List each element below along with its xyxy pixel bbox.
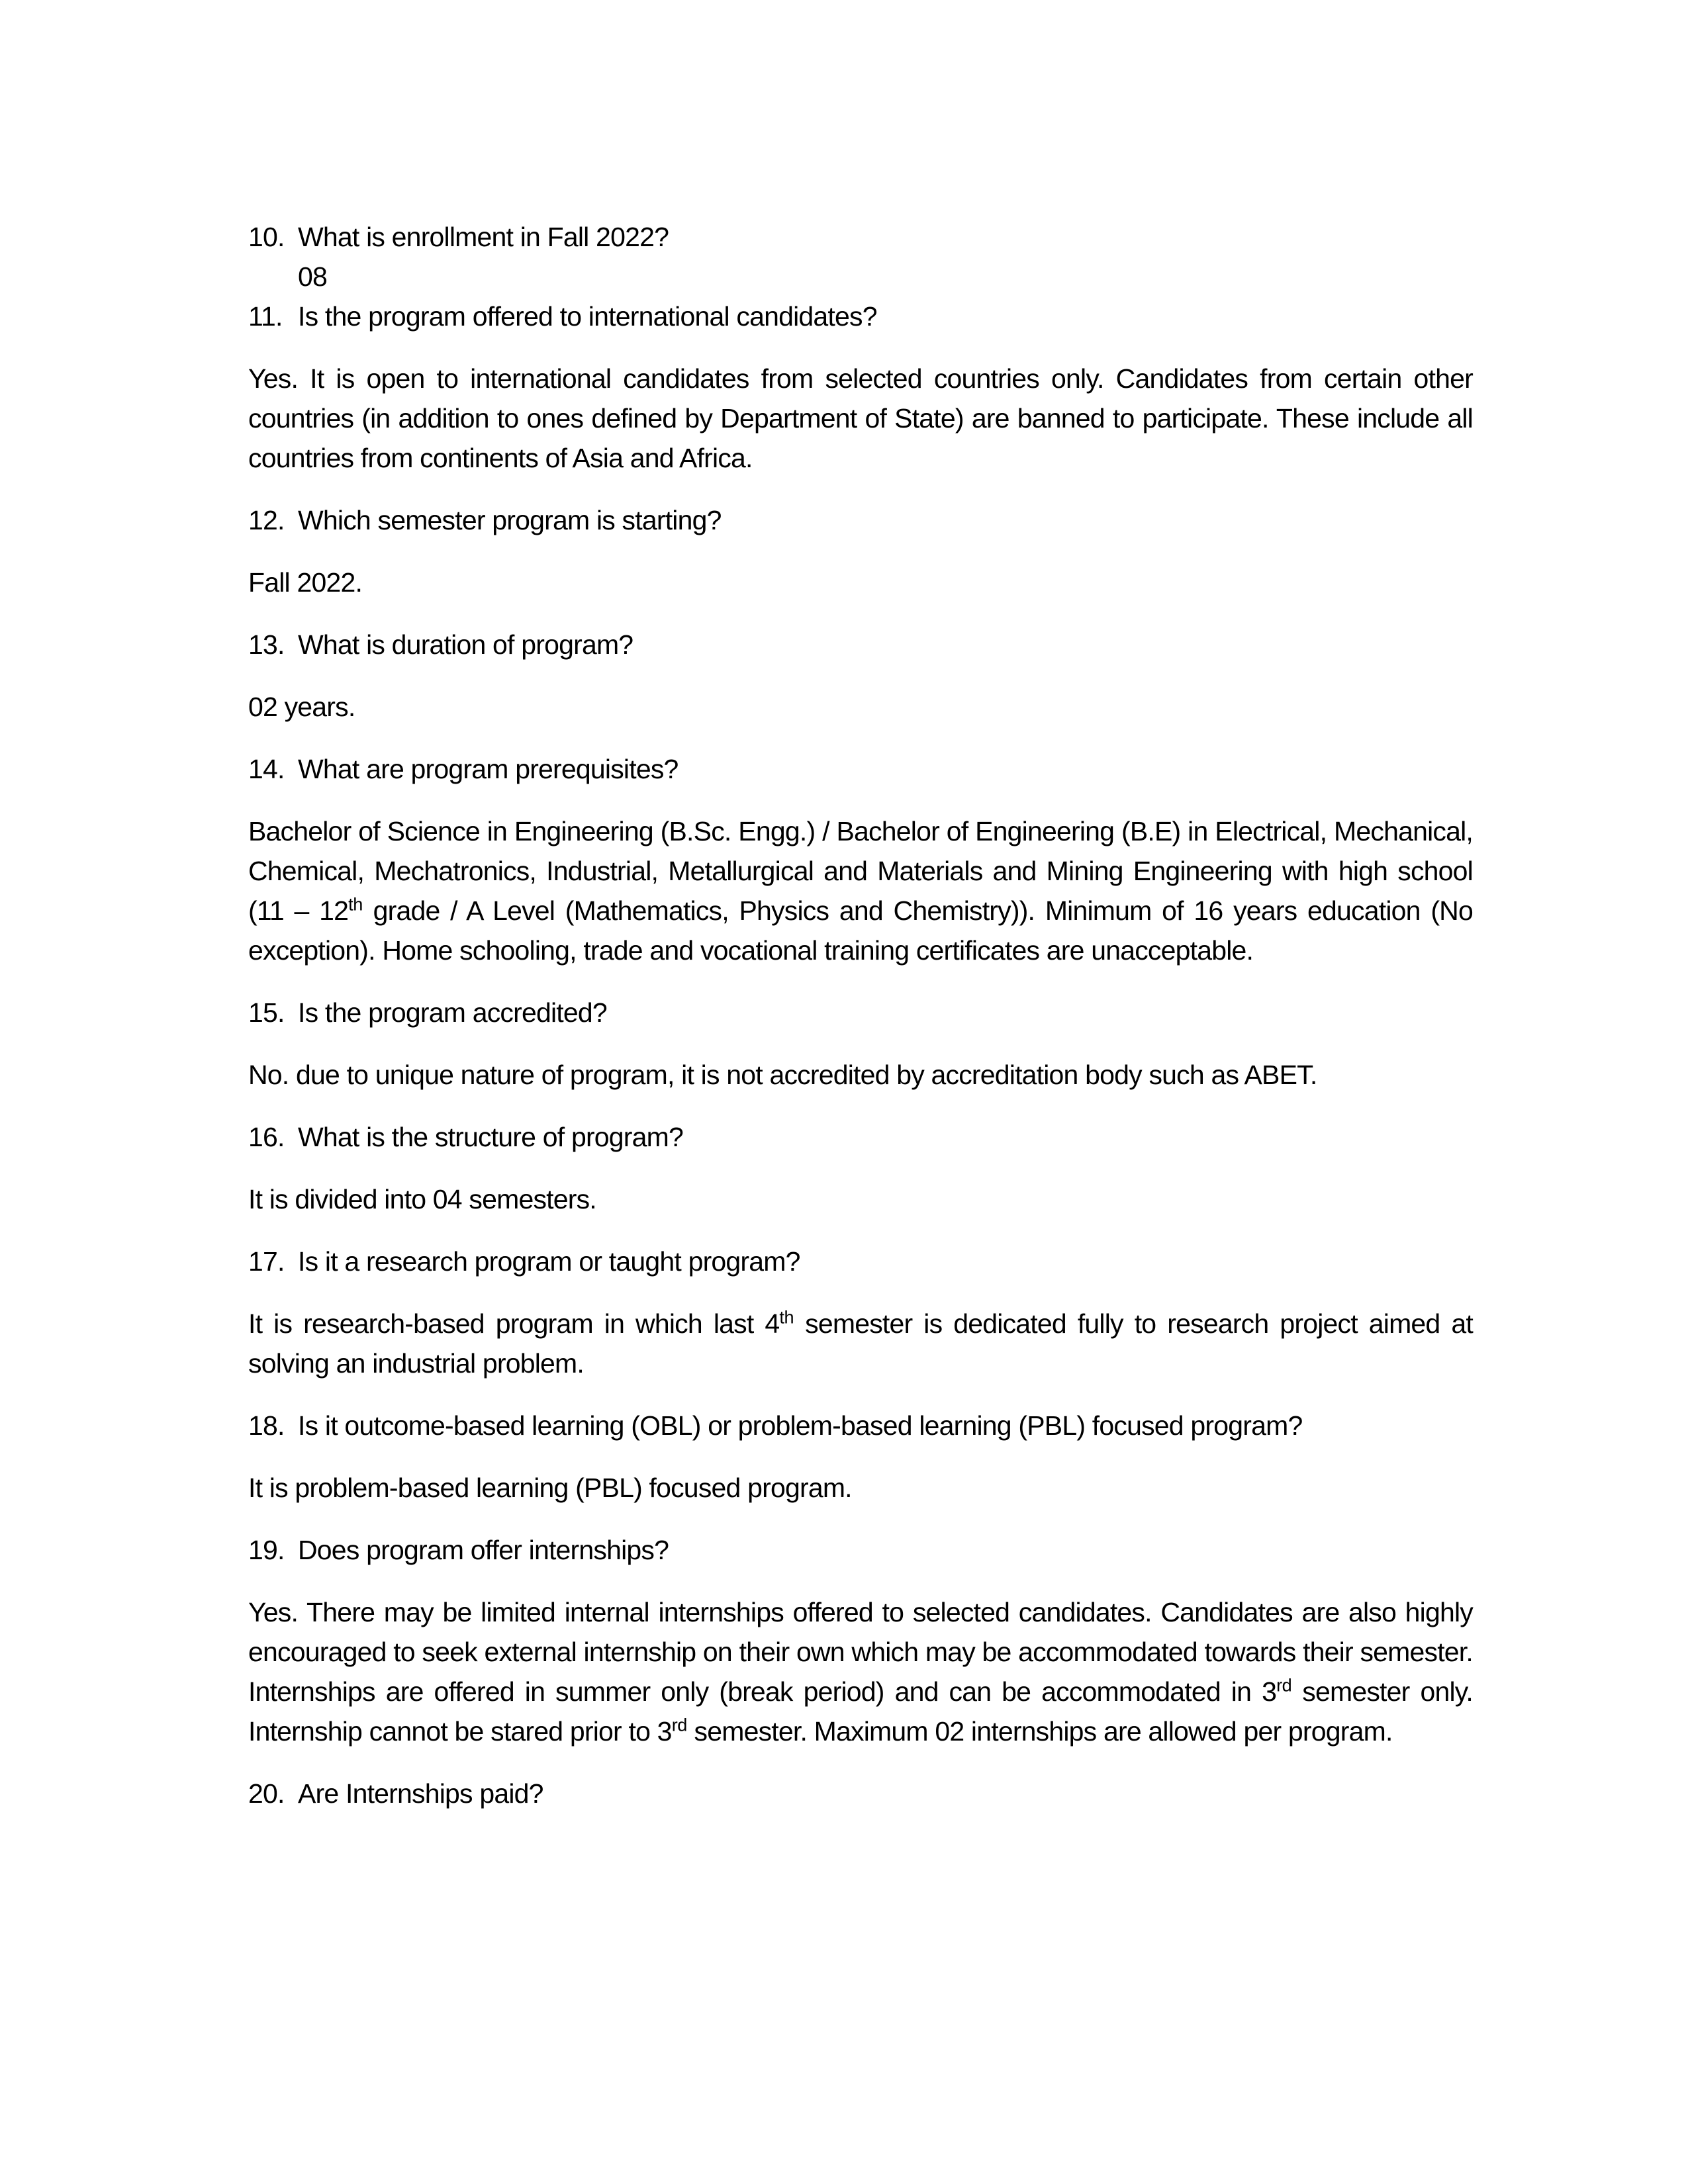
answer-paragraph-14: Bachelor of Science in Engineering (B.Sc. Engg.) / Bachelor of Engineering (B.E) in Electrical, Mechanical, Chemical, Mechatronics, Industrial, Metallurgical and Materials and Mining Engineering with high school (11 – 12th grade / A Level (Mathematics, Physics and Chemistry)). Minimum of 16 years education (No exception). Home schooling, trade and vocational training certificates are unacceptable.	[248, 816, 1473, 966]
answer-paragraph-18: It is problem-based learning (PBL) focused program.	[248, 1473, 852, 1503]
answer-paragraph-10: 08	[298, 261, 328, 292]
answer-paragraph-13: 02 years.	[248, 692, 355, 722]
question-item-20	[248, 1774, 1473, 1813]
answer-paragraph-17: It is research-based program in which last 4th semester is dedicated fully to research project aimed at solving an industrial problem.	[248, 1307, 1473, 1379]
question-text: Is it outcome-based learning (OBL) or problem-based learning (PBL) focused program?	[298, 1410, 1303, 1441]
question-text: What is the structure of program?	[298, 1122, 684, 1152]
question-text: Does program offer internships?	[298, 1535, 669, 1565]
question-number: 17.	[248, 1246, 285, 1277]
question-text: Are Internships paid?	[298, 1778, 543, 1809]
question-item-12	[248, 500, 1473, 540]
question-number: 12.	[248, 505, 285, 535]
question-number: 19.	[248, 1535, 285, 1565]
question-number: 14.	[248, 754, 285, 784]
question-text: Is the program offered to international candidates?	[298, 301, 877, 332]
question-item-17	[248, 1242, 1473, 1281]
answer-paragraph-15: No. due to unique nature of program, it is not accredited by accreditation body such as ABET.	[248, 1060, 1317, 1090]
question-item-11	[248, 296, 1473, 336]
question-text: Which semester program is starting?	[298, 505, 722, 535]
question-number: 13.	[248, 629, 285, 660]
question-text: Is the program accredited?	[298, 997, 607, 1028]
question-item-13	[248, 625, 1473, 664]
question-text: What is enrollment in Fall 2022?	[298, 222, 669, 252]
answer-paragraph-16: It is divided into 04 semesters.	[248, 1184, 596, 1214]
question-text: What are program prerequisites?	[298, 754, 679, 784]
question-number: 11.	[248, 301, 283, 332]
question-number: 15.	[248, 997, 285, 1028]
question-text: What is duration of program?	[298, 629, 633, 660]
question-item-14	[248, 749, 1473, 789]
question-item-16	[248, 1117, 1473, 1157]
answer-paragraph-19: Yes. There may be limited internal internships offered to selected candidates. Candidates are also highly encouraged to seek external internship on their own which may be accommodated towards their semester. Internships are offered in summer only (break period) and can be accommodated in 3rd semester only. Internship cannot be stared prior to 3rd semester. Maximum 02 internships are allowed per program.	[248, 1597, 1473, 1747]
question-item-15	[248, 993, 1473, 1032]
question-number: 10.	[248, 222, 285, 252]
answer-paragraph-12: Fall 2022.	[248, 567, 363, 598]
question-number: 16.	[248, 1122, 285, 1152]
question-number: 20.	[248, 1778, 285, 1809]
question-item-18	[248, 1406, 1473, 1445]
question-text: Is it a research program or taught program?	[298, 1246, 800, 1277]
question-item-10	[248, 217, 1473, 257]
question-number: 18.	[248, 1410, 285, 1441]
answer-paragraph-11: Yes. It is open to international candidates from selected countries only. Candidates from certain other countries (in addition to ones defined by Department of State) are banned to participate. These include all countries from continents of Asia and Africa.	[248, 363, 1473, 473]
question-item-19	[248, 1530, 1473, 1570]
